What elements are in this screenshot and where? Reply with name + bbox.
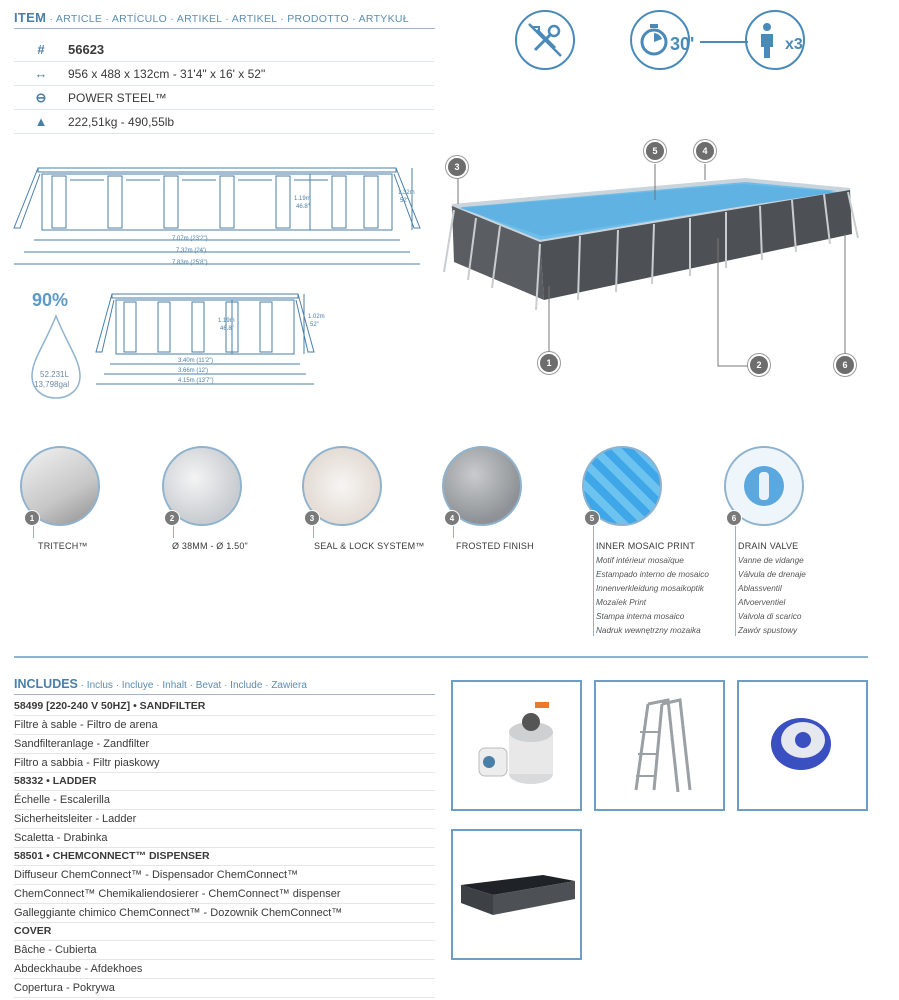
spec-row-weight	[14, 110, 434, 134]
pool-callout-5: 5	[644, 140, 666, 162]
feature-leader-1	[33, 526, 34, 538]
chemconnect-product-image	[737, 680, 868, 811]
feature-label-tube: Ø 38MM - Ø 1.50"	[172, 541, 248, 551]
mosaic-it: Stampa interna mosaico	[596, 611, 685, 621]
mosaic-nl: Mozaïek Print	[596, 597, 647, 607]
end-total-height-in: 52"	[310, 322, 319, 328]
item-header	[14, 10, 409, 25]
no-tools-badge	[515, 10, 575, 70]
pool-callout-1: 1	[538, 352, 560, 374]
fill-percent: 90%	[32, 290, 69, 310]
no-tools-icon	[517, 12, 573, 68]
side-water-height-m: 1.19m	[294, 196, 311, 202]
spec-row-item-number	[14, 38, 434, 62]
feature-num-2: 2	[164, 510, 180, 526]
include-row: 58332 • LADDER	[14, 772, 435, 791]
feature-label-tritech: TRITECH™	[38, 541, 88, 551]
include-row: Scaletta - Drabinka	[14, 829, 435, 848]
weight-icon: ▲	[34, 114, 48, 129]
end-water-height-in: 46.8"	[220, 326, 234, 332]
drain-pl: Zawór spustowy	[738, 625, 798, 635]
item-title-translations: · ARTICLE · ARTÍCULO · ARTIKEL · ARTIKEL · PRODOTTO · ARTYKUŁ	[46, 13, 409, 25]
dimensions-arrow-icon: ↔	[34, 66, 48, 81]
callout-leader-lines	[440, 140, 880, 380]
water-gallons: 13,798gal	[34, 380, 70, 389]
badge-connector	[700, 41, 748, 43]
include-row: Filtro a sabbia - Filtr piaskowy	[14, 754, 435, 773]
pool-callout-4: 4	[694, 140, 716, 162]
include-row: Filtre à sable - Filtro de arena	[14, 716, 435, 735]
feature-num-3: 3	[304, 510, 320, 526]
feature-leader-6	[735, 526, 736, 636]
feature-label-mosaic: INNER MOSAIC PRINT	[596, 541, 696, 551]
cover-icon	[453, 831, 580, 958]
include-row: Échelle - Escalerilla	[14, 791, 435, 810]
feature-num-1: 1	[24, 510, 40, 526]
end-inner-width: 3.40m (11'2")	[178, 358, 214, 364]
feature-leader-2	[173, 526, 174, 538]
side-inner-length: 7.07m (23'2")	[172, 236, 208, 242]
feature-leader-5	[593, 526, 594, 636]
includes-title-translations: · Inclus · Incluye · Inhalt · Bevat · Include · Zawiera	[77, 680, 307, 691]
pool-callout-2: 2	[748, 354, 770, 376]
power-steel-icon: ⊖	[35, 89, 47, 105]
end-mid-width: 3.66m (12')	[178, 368, 209, 374]
cover-product-image	[451, 829, 582, 960]
feature-label-drain: DRAIN VALVE	[738, 541, 799, 551]
side-dimension-diagram	[8, 160, 424, 275]
mosaic-pl: Nadruk wewnętrzny mozaika	[596, 625, 701, 635]
feature-label-seal-lock: SEAL & LOCK SYSTEM™	[314, 541, 425, 551]
feature-drain-translations	[738, 554, 806, 637]
feature-num-6: 6	[726, 510, 742, 526]
setup-time-text: 30'	[670, 34, 695, 54]
includes-divider	[14, 694, 435, 695]
people-count-text: x3	[785, 36, 803, 53]
item-number: 56623	[68, 42, 105, 57]
includes-title: INCLUDES	[14, 677, 78, 691]
include-row: 58499 [220-240 V 50HZ] • SANDFILTER	[14, 697, 435, 716]
side-outer-length: 7.83m (25'8")	[172, 260, 208, 266]
water-liters: 52.231L	[40, 370, 69, 379]
mosaic-es: Estampado interno de mosaico	[596, 569, 709, 579]
include-row: Bâche - Cubierta	[14, 941, 435, 960]
end-water-height-m: 1.19m	[218, 318, 235, 324]
ladder-icon	[596, 682, 723, 809]
include-row: Diffuseur ChemConnect™ - Dispensador ChemConnect™	[14, 866, 435, 885]
side-total-height-m: 1.32m	[398, 190, 415, 196]
drain-it: Valvola di scarico	[738, 611, 802, 621]
drain-de: Ablassventil	[738, 583, 782, 593]
include-row: Sicherheitsleiter - Ladder	[14, 810, 435, 829]
drain-fr: Vanne de vidange	[738, 556, 804, 565]
hash-icon: #	[37, 42, 45, 57]
dimensions-value: 956 x 488 x 132cm - 31'4" x 16' x 52"	[68, 66, 266, 81]
side-water-height-in: 46.8"	[296, 204, 310, 210]
includes-header	[14, 677, 307, 691]
chemconnect-icon	[739, 682, 866, 809]
item-divider	[14, 28, 435, 29]
include-row: ChemConnect™ Chemikaliendosierer - ChemConnect™ dispenser	[14, 885, 435, 904]
mosaic-de: Innenverkleidung mosaikoptik	[596, 583, 704, 593]
item-title: ITEM	[14, 10, 47, 25]
pool-callout-6: 6	[834, 354, 856, 376]
include-row: Sandfilteranlage - Zandfilter	[14, 735, 435, 754]
include-row: Copertura - Pokrywa	[14, 979, 435, 998]
feature-mosaic-translations	[596, 554, 709, 637]
feature-num-5: 5	[584, 510, 600, 526]
feature-label-frosted: FROSTED FINISH	[456, 541, 534, 551]
include-row: Galleggiante chimico ChemConnect™ - Dozownik ChemConnect™	[14, 904, 435, 923]
include-row: Abdeckhaube - Afdekhoes	[14, 960, 435, 979]
include-row: COVER	[14, 922, 435, 941]
drain-nl: Afvoerventiel	[738, 597, 786, 607]
section-divider	[14, 656, 868, 658]
feature-num-4: 4	[444, 510, 460, 526]
end-outer-width: 4.15m (13'7")	[178, 378, 214, 384]
drain-es: Válvula de drenaje	[738, 569, 806, 579]
side-mid-length: 7.32m (24')	[176, 248, 207, 254]
sandfilter-product-image	[451, 680, 582, 811]
end-total-height-m: 1.02m	[308, 314, 325, 320]
weight-value: 222,51kg - 490,55lb	[68, 114, 175, 129]
frame-value: POWER STEEL™	[68, 90, 167, 105]
include-row: 58501 • CHEMCONNECT™ DISPENSER	[14, 847, 435, 866]
spec-row-frame	[14, 86, 434, 110]
side-total-height-in: 52"	[400, 198, 409, 204]
feature-leader-4	[453, 526, 454, 538]
ladder-product-image	[594, 680, 725, 811]
sandfilter-icon	[453, 682, 580, 809]
feature-leader-3	[313, 526, 314, 538]
mosaic-fr: Motif intérieur mosaïque	[596, 556, 684, 565]
pool-callout-3: 3	[446, 156, 468, 178]
spec-row-dimensions	[14, 62, 434, 86]
